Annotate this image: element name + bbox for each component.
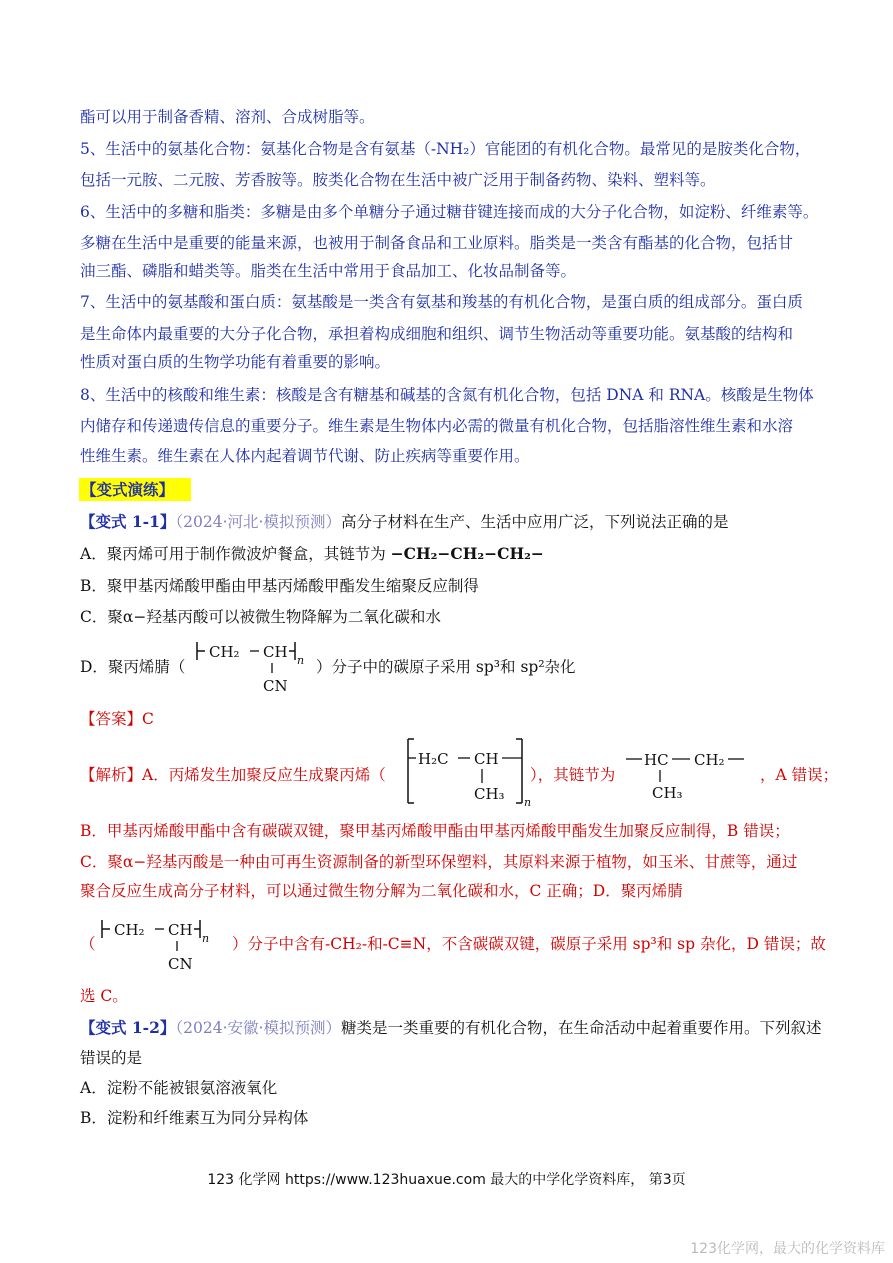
text-line: 8、生活中的核酸和维生素：核酸是含有糖基和碱基的含氮有机化合物，包括 DNA 和 RNA。核酸是生物体: [80, 386, 814, 404]
polyacrylonitrile-structure-2: [100, 916, 230, 976]
question-stem-2: [80, 1018, 821, 1038]
question-tag-2: 【变式 1-2】: [80, 1018, 176, 1037]
text-line: 多糖在生活中是重要的能量来源，也被用于制备食品和工业原料。脂类是一类含有酯基的化合物，包括甘: [80, 234, 794, 252]
q2-option-a: A．淀粉不能被银氨溶液氧化: [80, 1079, 278, 1097]
option-c: C．聚α−羟基丙酸可以被微生物降解为二氧化碳和水: [80, 608, 441, 626]
pan-ch2: CH₂: [209, 643, 240, 661]
polyacrylonitrile-structure: [195, 638, 315, 698]
analysis-end: 选 C。: [80, 987, 128, 1005]
analysis-b: B．甲基丙烯酸甲酯中含有碳碳双键，聚甲基丙烯酸甲酯由甲基丙烯酸甲酯发生加聚反应制得，B 错误；: [80, 822, 790, 840]
ru-ch3: CH₃: [652, 784, 683, 802]
ru-hc: HC: [644, 751, 669, 769]
text-line: 7、生活中的氨基酸和蛋白质：氨基酸是一类含有氨基和羧基的有机化合物，是蛋白质的组成部分。蛋白质: [80, 293, 803, 311]
analysis-c1: C．聚α−羟基丙酸是一种由可再生资源制备的新型环保塑料，其原料来源于植物，如玉米、甘蔗等，通过: [80, 853, 798, 871]
watermark: 123化学网，最大的化学资料库: [690, 1241, 885, 1257]
ru-ch2: CH₂: [694, 751, 725, 769]
option-d-suffix: ）分子中的碳原子采用 sp³和 sp²杂化: [316, 658, 576, 676]
text-line: 内储存和传递遗传信息的重要分子。维生素是生物体内必需的微量有机化合物，包括脂溶性维生素和水溶: [80, 417, 794, 435]
text-line: 6、生活中的多糖和脂类：多糖是由多个单糖分子通过糖苷键连接而成的大分子化合物，如淀粉、纤维素等。: [80, 203, 819, 221]
pan-cn: CN: [263, 677, 288, 695]
pan2-n: n: [202, 932, 210, 945]
option-b: B．聚甲基丙烯酸甲酯由甲基丙烯酸甲酯发生缩聚反应制得: [80, 577, 479, 595]
option-a: [80, 544, 544, 564]
analysis-d-suffix: ）分子中含有-CH₂-和-C≡N，不含碳碳双键，碳原子采用 sp³和 sp 杂化，D 错误；故: [232, 935, 826, 953]
repeat-unit-structure: [622, 745, 762, 801]
page-footer: 123 化学网 https://www.123huaxue.com 最大的中学化学资料库， 第3页: [207, 1172, 686, 1188]
question-source: （2024·河北·模拟预测）: [175, 513, 341, 531]
pan2-cn: CN: [168, 955, 193, 973]
text-line: 5、生活中的氨基化合物：氨基化合物是含有氨基（-NH₂）官能团的有机化合物。最常见的是胺类化合物，: [80, 140, 811, 158]
question-text-2-cont: 错误的是: [80, 1049, 143, 1067]
question-source-2: （2024·安徽·模拟预测）: [175, 1019, 341, 1037]
question-stem: [80, 512, 728, 532]
section-title: 【变式演练】: [81, 480, 175, 499]
analysis-c2: 聚合反应生成高分子材料，可以通过微生物分解为二氧化碳和水，C 正确；D．聚丙烯腈: [80, 882, 683, 900]
pp-h2c: H₂C: [418, 750, 449, 768]
option-a-chain: −CH₂−CH₂−CH₂−: [390, 544, 544, 563]
text-line: 性维生素。维生素在人体内起着调节代谢、防止疾病等重要作用。: [80, 447, 530, 465]
text-line: 酯可以用于制备香精、溶剂、合成树脂等。: [80, 108, 375, 126]
text-line: 油三酯、磷脂和蜡类等。脂类在生活中常用于食品加工、化妆品制备等。: [80, 262, 577, 280]
pan-n: n: [297, 654, 305, 667]
pp-ch3: CH₃: [474, 785, 505, 803]
answer: 【答案】C: [80, 710, 154, 728]
text-line: 包括一元胺、二元胺、芳香胺等。胺类化合物在生活中被广泛用于制备药物、染料、塑料等。: [80, 171, 716, 189]
polypropylene-structure: [402, 737, 538, 807]
question-text: 高分子材料在生产、生活中应用广泛，下列说法正确的是: [340, 513, 729, 531]
pan2-ch2: CH₂: [114, 921, 145, 939]
analysis-d-prefix: （: [80, 935, 96, 953]
pp-n: n: [524, 796, 532, 809]
option-a-text: A．聚丙烯可用于制作微波炉餐盒，其链节为: [80, 545, 386, 563]
option-d-prefix: D．聚丙烯腈（: [80, 658, 186, 676]
pan-ch: CH: [263, 643, 288, 661]
question-text-2: 糖类是一类重要的有机化合物，在生命活动中起着重要作用。下列叙述: [340, 1019, 822, 1037]
pan2-ch: CH: [168, 921, 193, 939]
q2-option-b: B．淀粉和纤维素互为同分异构体: [80, 1109, 309, 1127]
analysis-a-mid: ），其链节为: [530, 766, 616, 784]
question-tag: 【变式 1-1】: [80, 512, 176, 531]
pp-ch: CH: [474, 750, 499, 768]
text-line: 性质对蛋白质的生物学功能有着重要的影响。: [80, 353, 391, 371]
analysis-a-end: ，A 错误；: [760, 766, 839, 784]
analysis-a-prefix: 【解析】A．丙烯发生加聚反应生成聚丙烯（: [80, 766, 386, 784]
text-line: 是生命体内最重要的大分子化合物，承担着构成细胞和组织、调节生物活动等重要功能。氨基酸的结构和: [80, 325, 794, 343]
